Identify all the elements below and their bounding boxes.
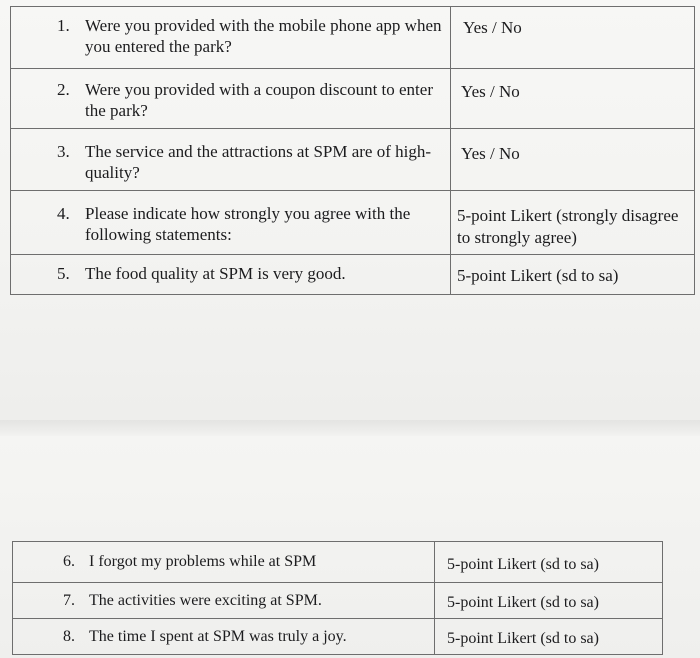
answer-cell [451,129,695,191]
answer-cell [435,619,663,655]
question-text: Were you provided with the mobile phone app when you entered the park? [85,16,442,56]
page-break-divider [0,420,700,436]
question-number: 6. [63,553,75,570]
question-cell [13,542,435,583]
question-number: 7. [63,592,75,609]
question-text: Were you provided with a coupon discount to enter the park? [85,80,433,120]
question-cell [11,69,451,129]
answer-format: 5-point Likert (strongly disagree to strongly agree) [457,206,679,247]
table-row [11,7,695,69]
question-text: The service and the attractions at SPM are of high-quality? [85,142,432,182]
survey-table-top [10,6,695,295]
table-row [13,583,663,619]
question-cell [13,583,435,619]
table-row [11,191,695,255]
question-cell [11,191,451,255]
question-number: 3. [57,142,70,161]
question-text: The food quality at SPM is very good. [85,264,346,283]
survey-table-bottom [12,541,663,655]
question-cell [13,619,435,655]
question-text: The activities were exciting at SPM. [89,592,322,609]
answer-format: 5-point Likert (sd to sa) [457,266,619,285]
question-number: 2. [57,80,70,99]
question-number: 5. [57,264,70,283]
answer-cell [435,583,663,619]
question-cell [11,255,451,295]
answer-format: Yes / No [461,144,520,163]
answer-format: 5-point Likert (sd to sa) [447,594,599,611]
table-row [11,129,695,191]
answer-cell [451,191,695,255]
question-text: I forgot my problems while at SPM [89,553,317,570]
question-cell [11,129,451,191]
answer-cell [451,7,695,69]
answer-format: Yes / No [463,18,522,37]
answer-format: 5-point Likert (sd to sa) [447,556,599,573]
question-number: 8. [63,628,75,645]
table-row [11,69,695,129]
question-cell [11,7,451,69]
answer-cell [451,255,695,295]
question-number: 1. [57,16,70,35]
table-row [13,542,663,583]
answer-format: Yes / No [461,82,520,101]
table-row [13,619,663,655]
question-number: 4. [57,204,70,223]
question-text: Please indicate how strongly you agree with the following statements: [85,204,411,244]
answer-cell [451,69,695,129]
answer-cell [435,542,663,583]
table-row [11,255,695,295]
answer-format: 5-point Likert (sd to sa) [447,630,599,647]
question-text: The time I spent at SPM was truly a joy. [89,628,347,645]
